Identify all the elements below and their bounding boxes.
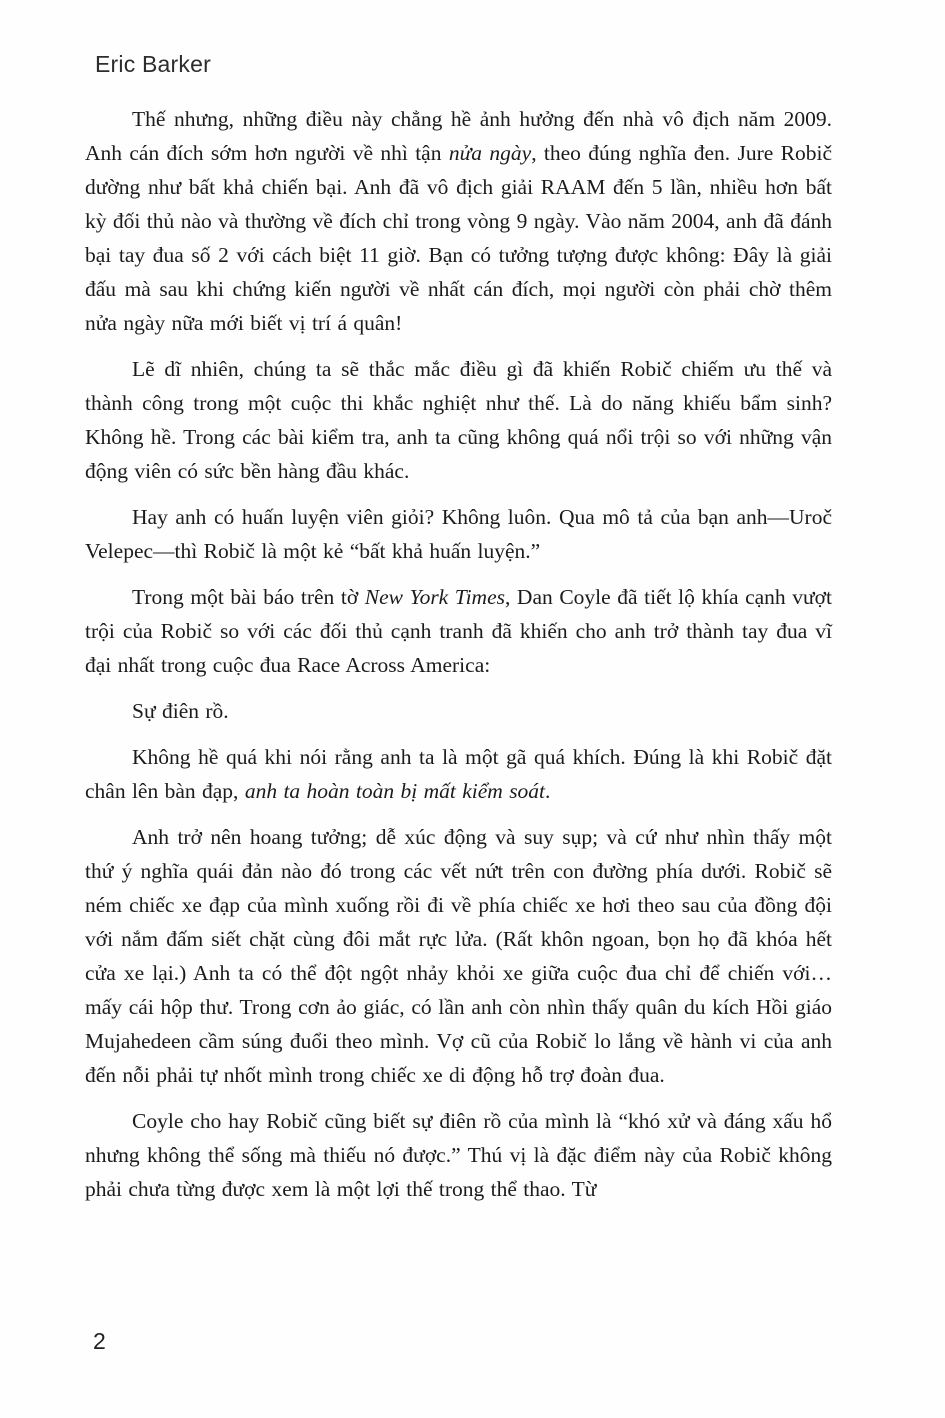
text-run: , Dan Coyle đã tiết lộ khía cạnh vượt trội của Robič so với các đối thủ cạnh tranh đã khiến cho anh trở thành tay đua vĩ đại nhất trong cuộc đua Race Across America: (85, 585, 832, 677)
paragraph (85, 1104, 832, 1206)
text-run: Hay anh có huấn luyện viên giỏi? Không luôn. Qua mô tả của bạn anh—Uroč Velepec—thì Robič là một kẻ “bất khả huấn luyện.” (85, 505, 832, 563)
paragraph (85, 820, 832, 1092)
paragraph (85, 694, 832, 728)
text-run: Sự điên rồ. (132, 699, 229, 723)
italic-run: New York Times (364, 585, 505, 609)
text-run: Lẽ dĩ nhiên, chúng ta sẽ thắc mắc điều gì đã khiến Robič chiếm ưu thế và thành công trong một cuộc thi khắc nghiệt như thế. Là do năng khiếu bẩm sinh? Không hề. Trong các bài kiểm tra, anh ta cũng không quá nổi trội so với những vận động viên có sức bền hàng đầu khác. (85, 357, 832, 483)
page-number: 2 (93, 1328, 106, 1354)
paragraph (85, 352, 832, 488)
text-run: . (545, 779, 551, 803)
italic-run: anh ta hoàn toàn bị mất kiểm soát (244, 779, 546, 803)
paragraph (85, 740, 832, 808)
paragraph (85, 500, 832, 568)
text-run: Thế nhưng, những điều này chẳng hề ảnh hưởng đến nhà vô địch năm 2009. Anh cán đích sớm hơn người về nhì tận (85, 107, 832, 165)
body-text (85, 102, 832, 1218)
text-run: Trong một bài báo trên tờ (132, 585, 365, 609)
text-run: , theo đúng nghĩa đen. Jure Robič dường như bất khả chiến bại. Anh đã vô địch giải RAAM đến 5 lần, nhiều hơn bất kỳ đối thủ nào và thường về đích chỉ trong vòng 9 ngày. Vào năm 2004, anh đã đánh bại tay đua số 2 với cách biệt 11 giờ. Bạn có tưởng tượng được không: Đây là giải đấu mà sau khi chứng kiến người về nhất cán đích, mọi người còn phải chờ thêm nửa ngày nữa mới biết vị trí á quân! (85, 141, 832, 335)
running-header-author: Eric Barker (95, 51, 211, 77)
paragraph (85, 102, 832, 340)
paragraph (85, 580, 832, 682)
text-run: Coyle cho hay Robič cũng biết sự điên rồ của mình là “khó xử và đáng xấu hổ nhưng không thể sống mà thiếu nó được.” Thú vị là đặc điểm này của Robič không phải chưa từng được xem là một lợi thế trong thể thao. Từ (85, 1109, 832, 1201)
text-run: Không hề quá khi nói rằng anh ta là một gã quá khích. Đúng là khi Robič đặt chân lên bàn đạp, (85, 745, 832, 803)
text-run: Anh trở nên hoang tưởng; dễ xúc động và suy sụp; và cứ như nhìn thấy một thứ ý nghĩa quái đản nào đó trong các vết nứt trên con đường phía dưới. Robič sẽ ném chiếc xe đạp của mình xuống rồi đi về phía chiếc xe hơi theo sau của đồng đội với nắm đấm siết chặt cùng đôi mắt rực lửa. (Rất khôn ngoan, bọn họ đã khóa hết cửa xe lại.) Anh ta có thể đột ngột nhảy khỏi xe giữa cuộc đua chỉ để chiến với… mấy cái hộp thư. Trong cơn ảo giác, có lần anh còn nhìn thấy quân du kích Hồi giáo Mujahedeen cầm súng đuổi theo mình. Vợ cũ của Robič lo lắng về hành vi của anh đến nỗi phải tự nhốt mình trong chiếc xe di động hỗ trợ đoàn đua. (85, 825, 832, 1087)
italic-run: nửa ngày (448, 141, 532, 165)
